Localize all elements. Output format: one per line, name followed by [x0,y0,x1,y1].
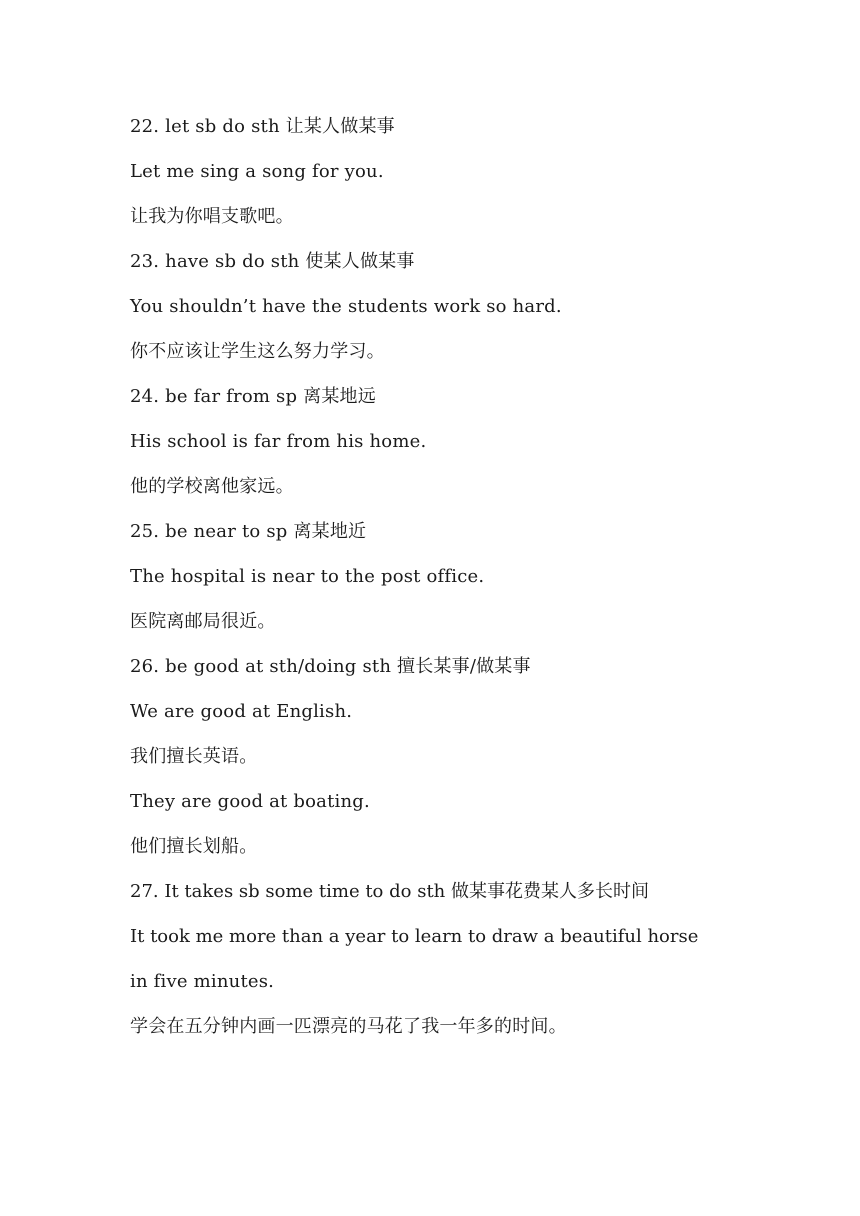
item-27-example-en-line-2: in five minutes. [130,971,275,992]
item-22-example-en: Let me sing a song for you. [130,161,384,182]
item-23-example-en: You shouldn’t have the students work so hard. [130,296,562,317]
item-26-heading: 26. be good at sth/doing sth 擅长某事/做某事 [130,656,531,677]
item-27-example-zh: 学会在五分钟内画一匹漂亮的马花了我一年多的时间。 [130,1016,567,1037]
item-23-heading: 23. have sb do sth 使某人做某事 [130,251,415,272]
item-27-example-en-line-1: It took me more than a year to learn to draw a beautiful horse [130,926,699,947]
item-26-example-en-1: We are good at English. [130,701,353,722]
item-24-example-zh: 他的学校离他家远。 [130,476,294,497]
item-25-example-en: The hospital is near to the post office. [130,566,485,587]
item-22-example-zh: 让我为你唱支歌吧。 [130,206,294,227]
item-26-example-zh-2: 他们擅长划船。 [130,836,258,857]
item-27-heading: 27. It takes sb some time to do sth 做某事花费某人多长时间 [130,881,649,902]
item-24-heading: 24. be far from sp 离某地远 [130,386,376,407]
item-23-example-zh: 你不应该让学生这么努力学习。 [130,341,385,362]
item-26-example-zh-1: 我们擅长英语。 [130,746,258,767]
item-25-example-zh: 医院离邮局很近。 [130,611,276,632]
item-22-heading: 22. let sb do sth 让某人做某事 [130,116,395,137]
item-24-example-en: His school is far from his home. [130,431,427,452]
item-26-example-en-2: They are good at boating. [130,791,370,812]
item-25-heading: 25. be near to sp 离某地近 [130,521,367,542]
